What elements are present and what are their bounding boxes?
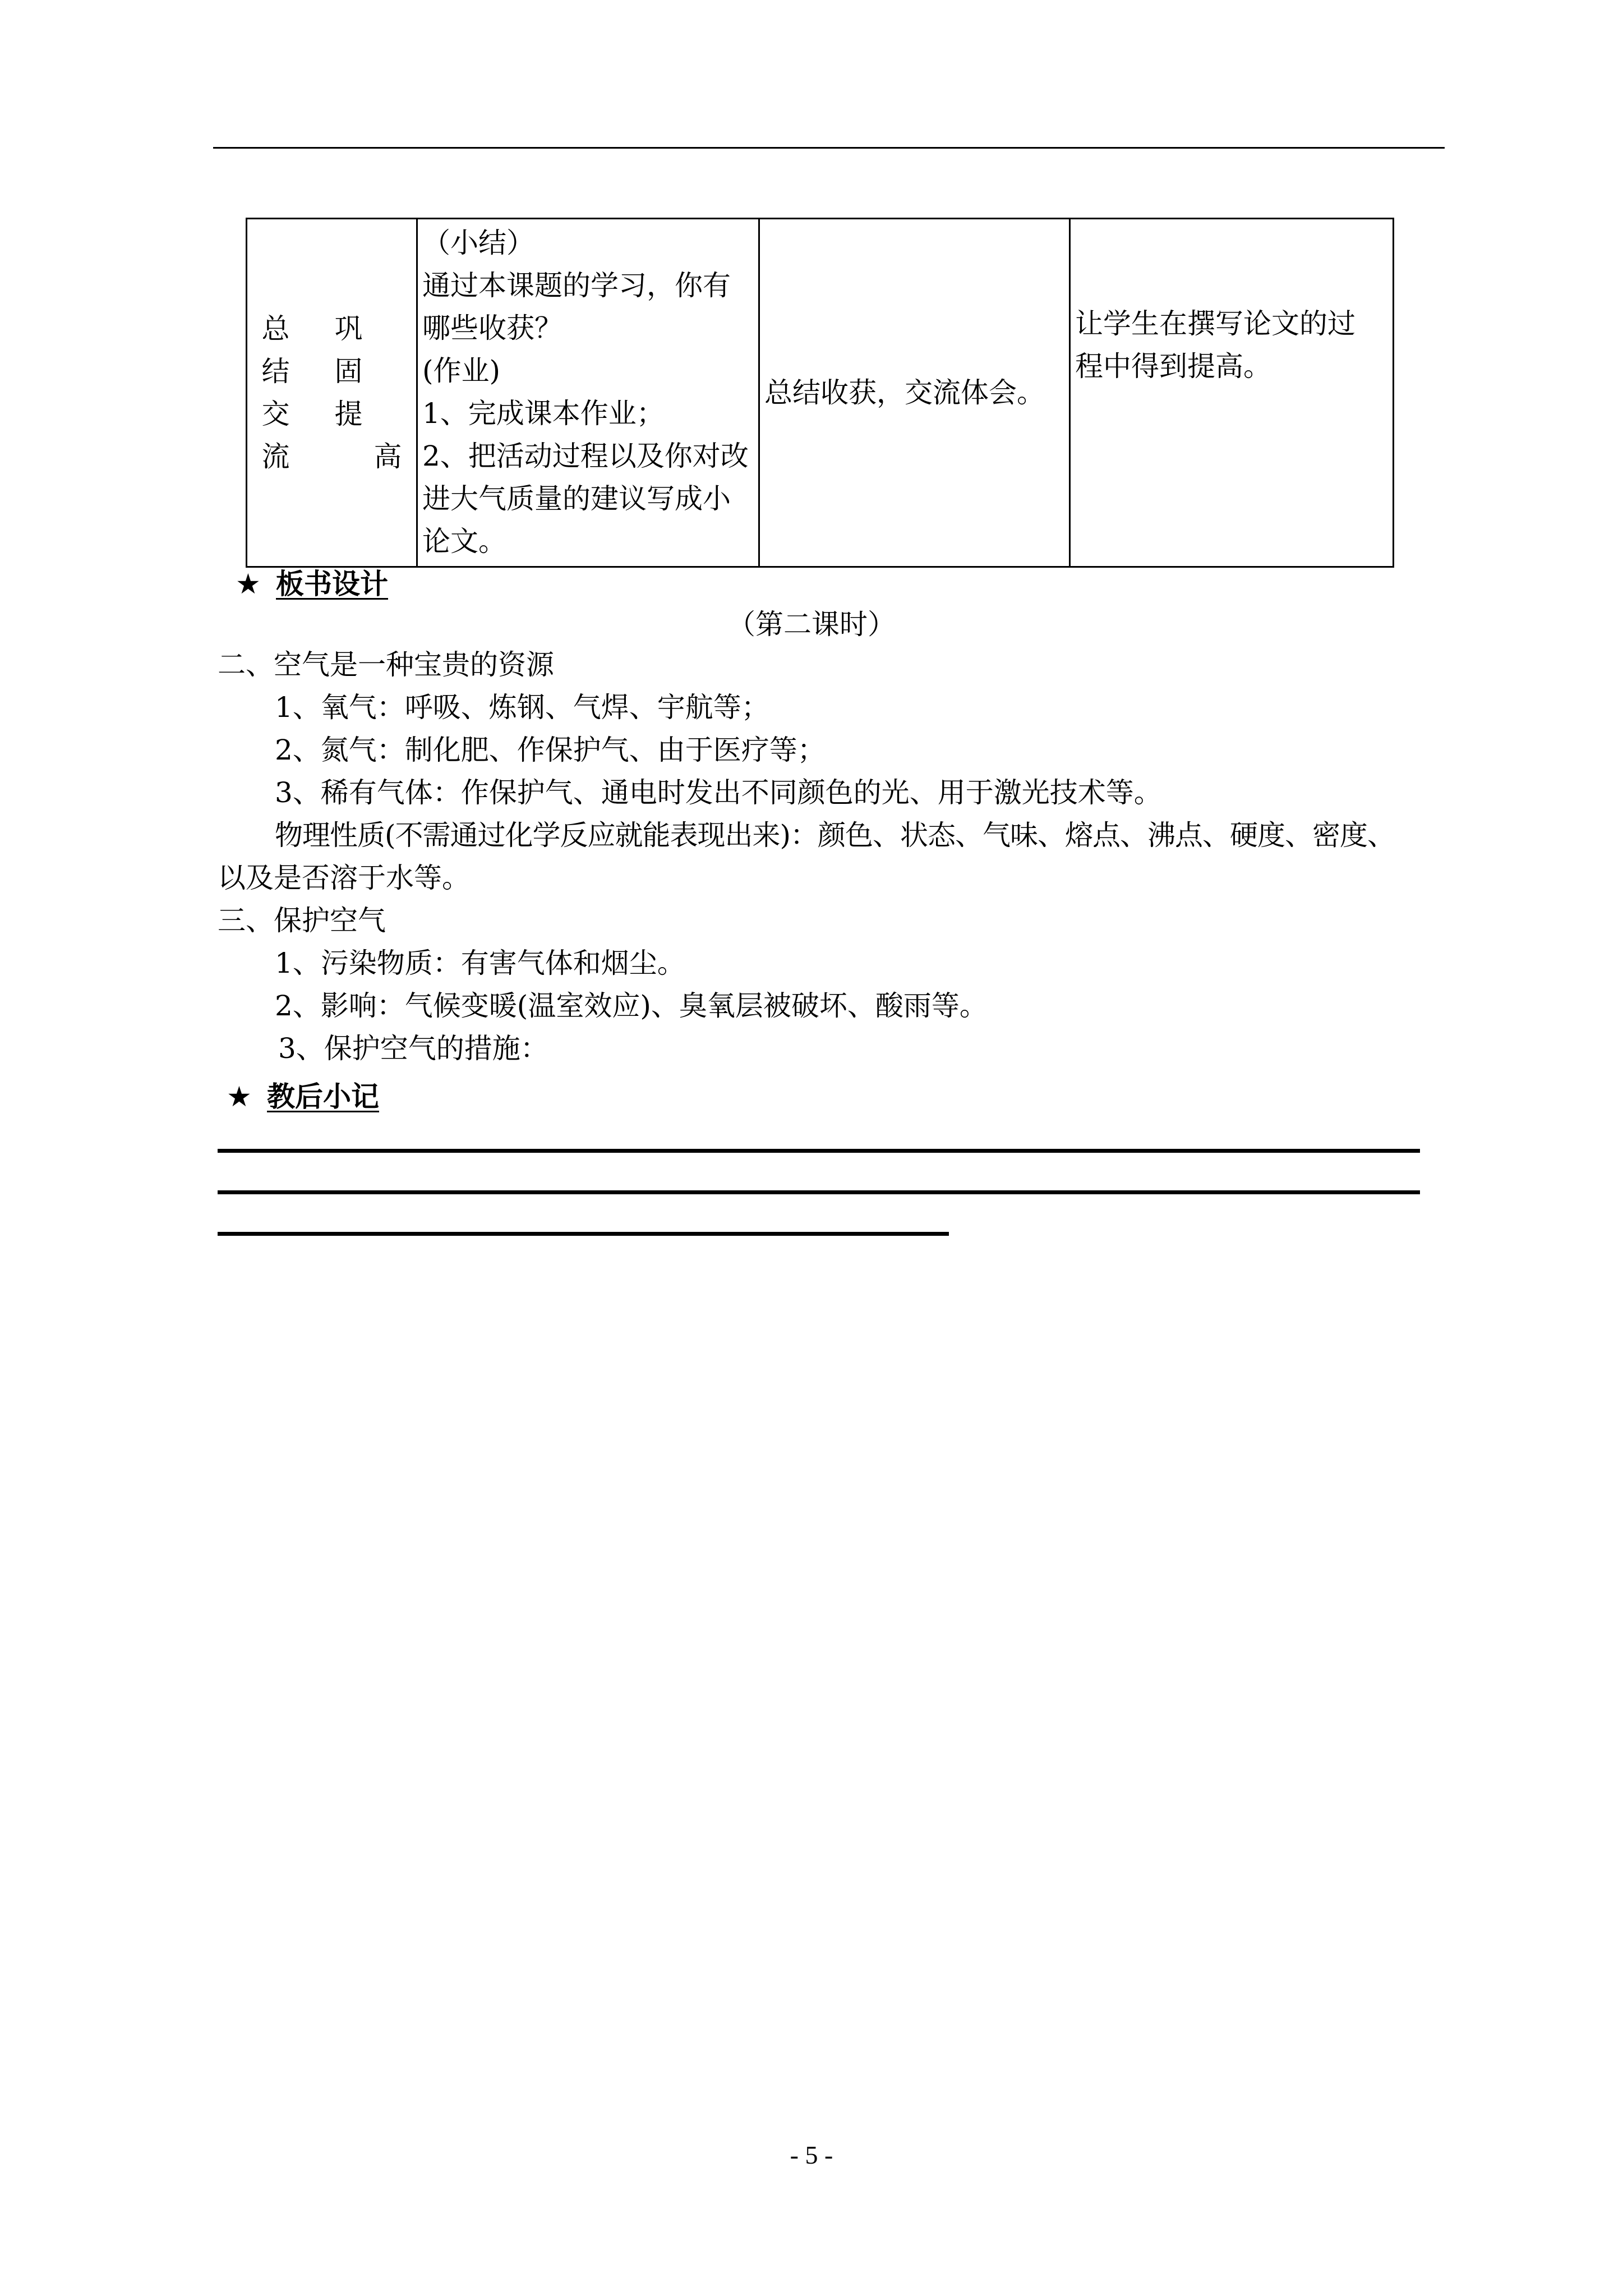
board-line: 2、氮气：制化肥、作保护气、由于医疗等； xyxy=(275,734,826,766)
board-line: 三、保护空气 xyxy=(218,904,386,937)
board-design-title: 板书设计 xyxy=(276,568,388,600)
board-line: 3、保护空气的措施： xyxy=(278,1032,548,1065)
board-design-heading xyxy=(236,564,388,604)
notes-line xyxy=(218,1232,949,1236)
teacher-line: 1、完成课本作业； xyxy=(422,397,665,430)
stage-char: 高 xyxy=(374,440,402,473)
teacher-line: 论文。 xyxy=(422,525,506,558)
student-activity-cell xyxy=(759,219,1070,567)
stage-char: 交 xyxy=(261,398,290,430)
table-row xyxy=(247,219,1394,567)
stage-char: 固 xyxy=(334,355,363,388)
notes-line xyxy=(218,1149,1420,1153)
teacher-line: 2、把活动过程以及你对改 xyxy=(422,440,749,472)
stage-line xyxy=(262,435,402,478)
board-line: 1、氧气：呼吸、炼钢、气焊、宇航等； xyxy=(275,691,769,724)
stage-char: 总 xyxy=(261,312,290,345)
lesson-subtitle: （第二课时） xyxy=(727,608,896,641)
board-line: 2、影响：气候变暖(温室效应)、臭氧层被破坏、酸雨等。 xyxy=(275,990,988,1022)
stage-char: 流 xyxy=(261,440,290,473)
design-intent-line: 让学生在撰写论文的过 xyxy=(1075,307,1355,340)
stage-line xyxy=(262,307,363,350)
stage-char: 结 xyxy=(261,355,290,388)
design-intent-cell xyxy=(1070,219,1394,567)
teacher-line: （小结） xyxy=(422,227,534,259)
board-line: 3、稀有气体：作保护气、通电时发出不同颜色的光、用于激光技术等。 xyxy=(275,776,1162,809)
board-line: 物理性质(不需通过化学反应就能表现出来)：颜色、状态、气味、熔点、沸点、硬度、密度、 xyxy=(275,819,1395,852)
board-line: 以及是否溶于水等。 xyxy=(218,862,470,894)
stage-line xyxy=(262,350,363,393)
stage-char: 提 xyxy=(334,398,363,430)
teacher-activity-cell xyxy=(417,219,759,567)
page-number: - 5 - xyxy=(790,2141,833,2169)
board-line: 1、污染物质：有害气体和烟尘。 xyxy=(275,947,685,979)
star-icon: ★ xyxy=(236,568,261,600)
teacher-line: 哪些收获？ xyxy=(422,312,562,344)
star-icon: ★ xyxy=(227,1080,252,1113)
board-line: 二、空气是一种宝贵的资源 xyxy=(218,648,554,681)
teacher-line: 通过本课题的学习，你有 xyxy=(422,269,731,302)
notes-line xyxy=(218,1190,1420,1194)
stage-char: 巩 xyxy=(334,312,363,345)
teacher-line: (作业) xyxy=(422,355,501,387)
stage-cell xyxy=(247,219,417,567)
stage-line xyxy=(262,393,363,435)
reflection-heading xyxy=(227,1077,379,1116)
header-rule xyxy=(213,147,1445,149)
teacher-line: 进大气质量的建议写成小 xyxy=(422,482,731,515)
student-activity-text: 总结收获，交流体会。 xyxy=(764,376,1045,409)
design-intent-line: 程中得到提高。 xyxy=(1075,350,1271,383)
reflection-title: 教后小记 xyxy=(267,1080,379,1113)
lesson-table xyxy=(246,218,1394,568)
